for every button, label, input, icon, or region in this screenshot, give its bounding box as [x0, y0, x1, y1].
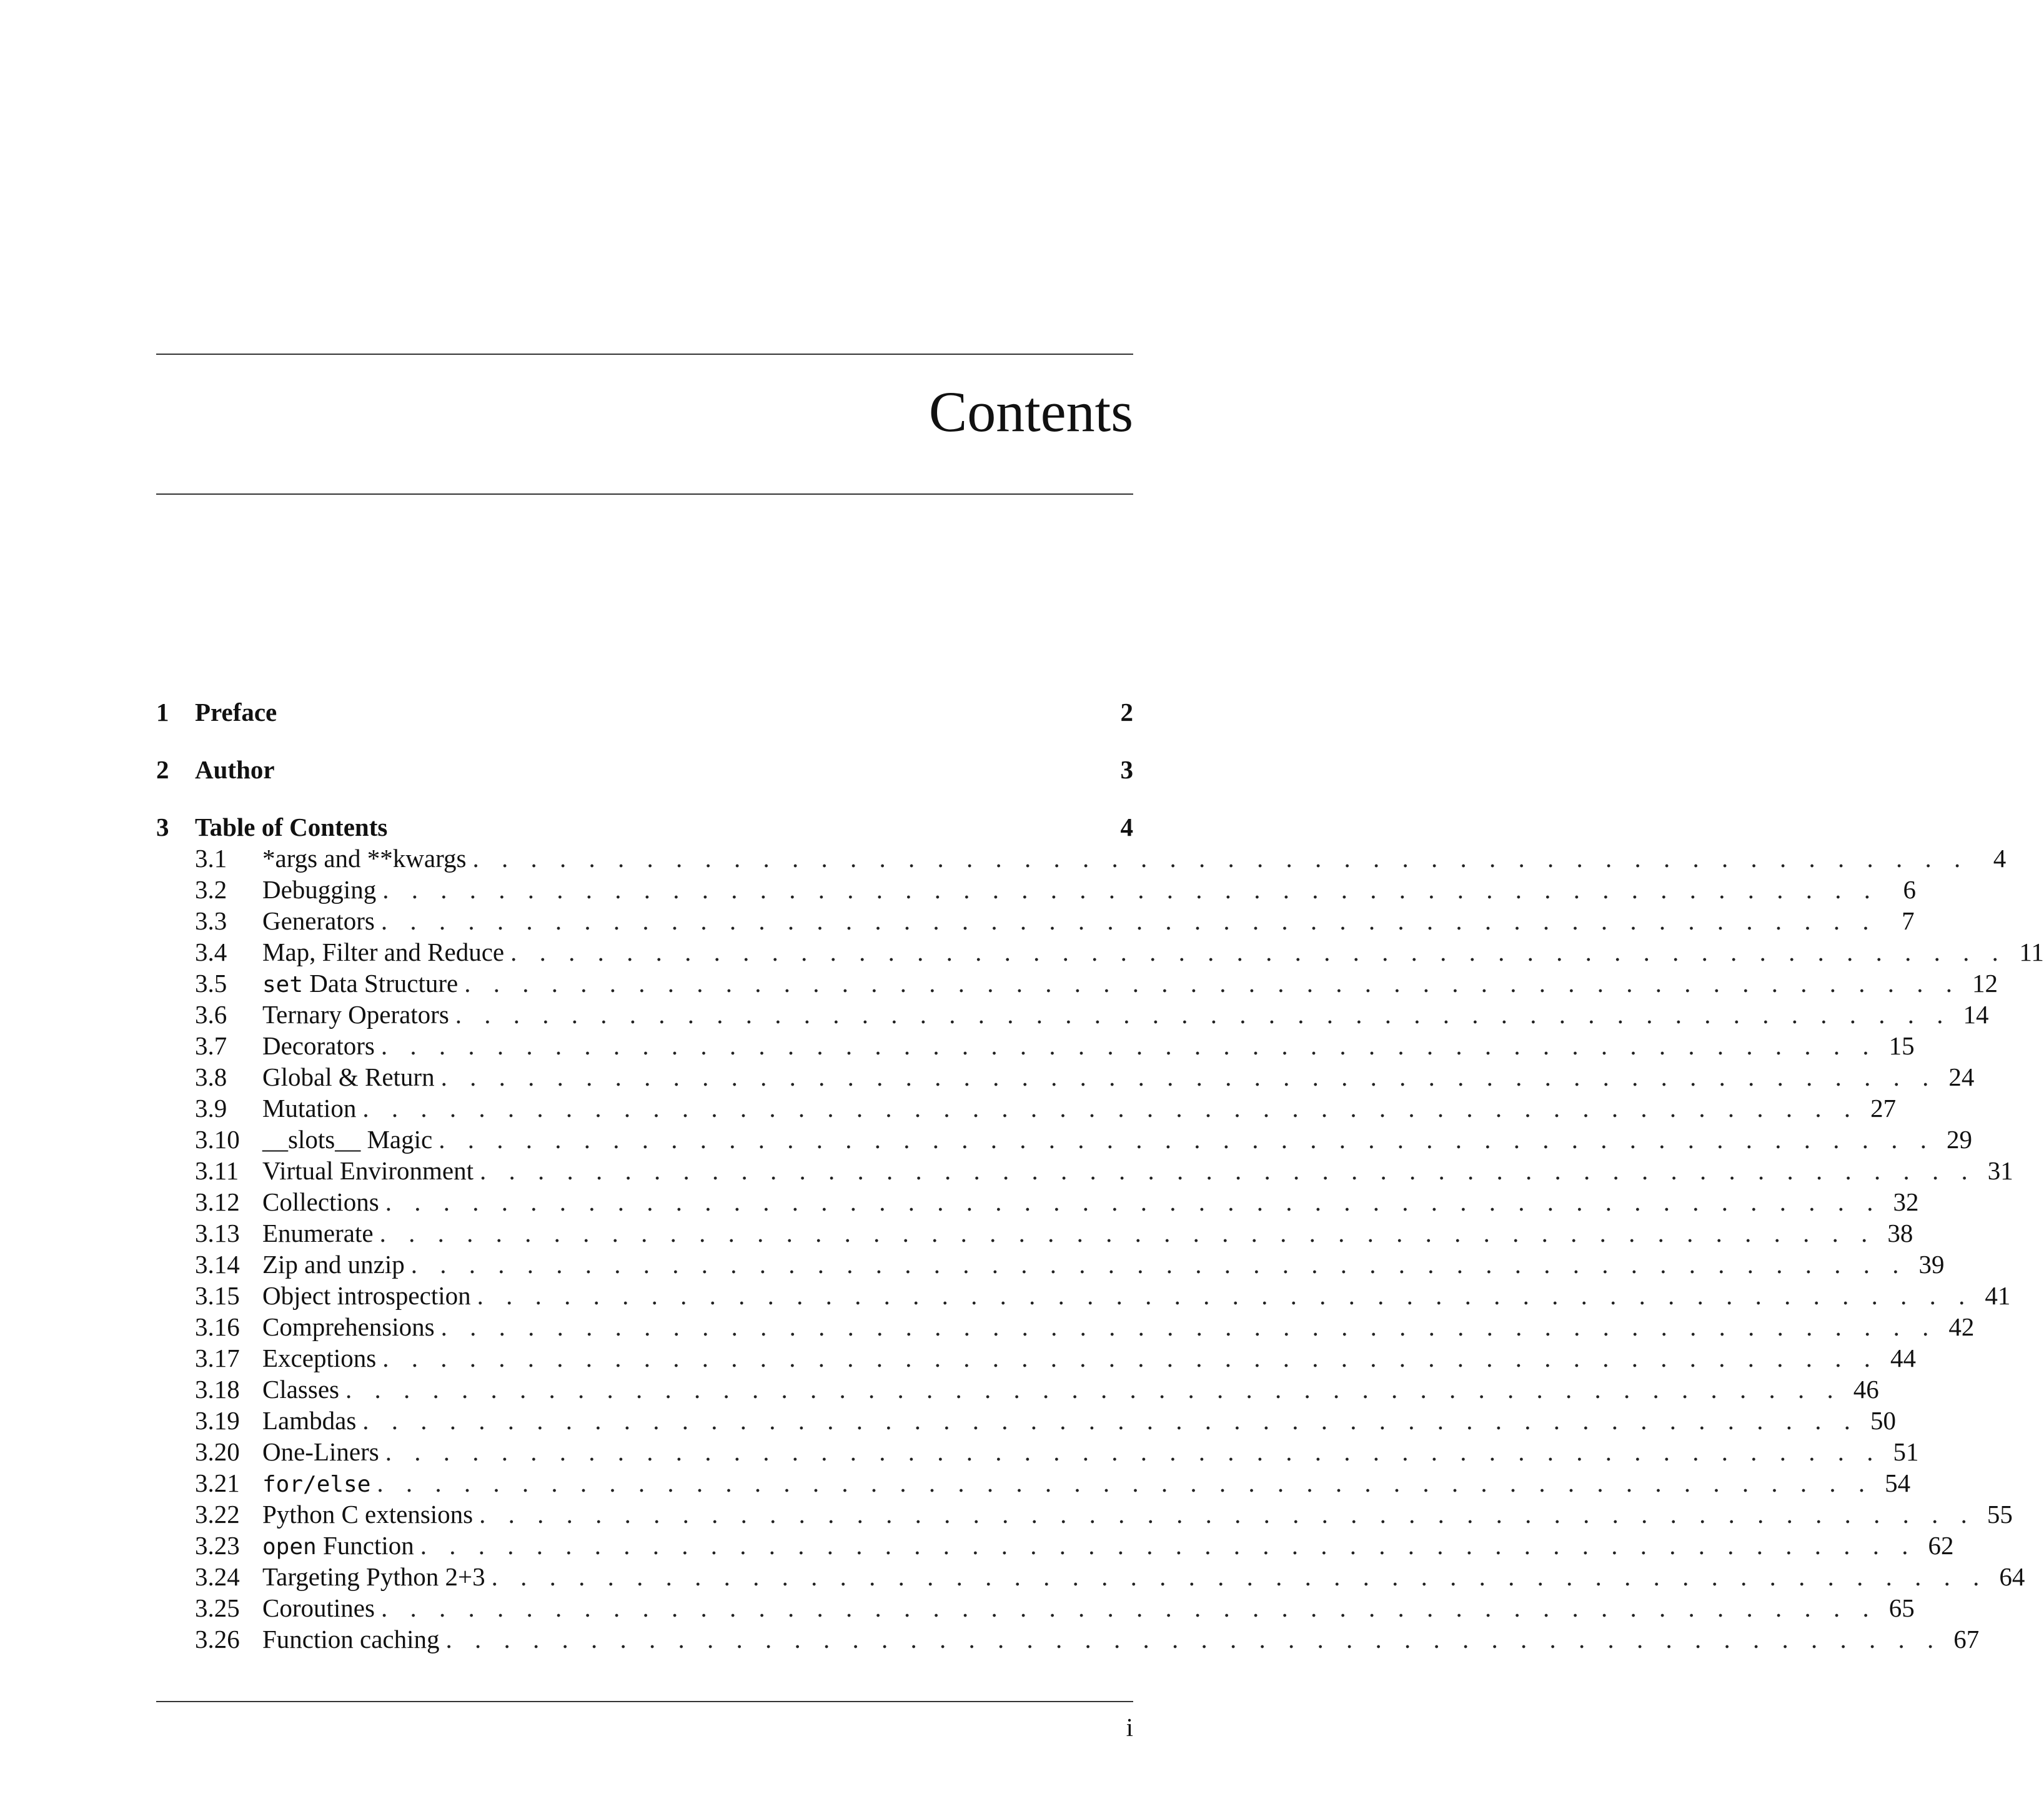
section-title [262, 1280, 477, 1311]
section-title-text: Python C extensions [262, 1500, 474, 1529]
section-page-number: 51 [1893, 1437, 1919, 1466]
section-number: 3.21 [195, 1469, 240, 1497]
section-title-text: Map, Filter and Reduce [262, 938, 505, 966]
footer-rule [156, 1701, 1133, 1702]
section-page-number: 6 [1903, 875, 1916, 904]
section-title [262, 1436, 385, 1467]
dot-leader: . . . . . . . . . . . . . . . . . . . . . . . . . . . . . . . . . . . . . . . . . . . . . . . . . . . . [379, 1219, 1876, 1247]
section-number: 3.2 [195, 875, 227, 904]
section-page-number: 44 [1890, 1344, 1916, 1372]
dot-leader: . . . . . . . . . . . . . . . . . . . . . . . . . . . . . . . . . . . . . . . . . . . . . . . . . . . . [439, 1125, 1935, 1154]
toc-section[interactable] [156, 1530, 1954, 1561]
dot-leader: . . . . . . . . . . . . . . . . . . . . . . . . . . . . . . . . . . . . . . . . . . . . . . . . . . . . [445, 1625, 1942, 1653]
section-page-number: 54 [1885, 1469, 1911, 1497]
section-number: 3.5 [195, 969, 227, 998]
toc-section[interactable] [156, 1561, 2025, 1592]
section-number: 3.18 [195, 1375, 240, 1404]
chapter-page-number: 2 [1120, 698, 1133, 726]
section-number: 3.8 [195, 1063, 227, 1091]
section-entry [262, 936, 2044, 968]
toc-chapter[interactable] [156, 754, 1133, 785]
section-page-number: 46 [1853, 1375, 1879, 1404]
dot-leader: . . . . . . . . . . . . . . . . . . . . . . . . . . . . . . . . . . . . . . . . . . . . . . . . . . . . [455, 1000, 1952, 1029]
chapter-number: 1 [156, 698, 169, 726]
toc-chapter[interactable] [156, 696, 1133, 728]
section-page-number: 39 [1918, 1250, 1945, 1279]
toc-section[interactable] [156, 1093, 1897, 1124]
section-entry [262, 1592, 1915, 1623]
section-title-text: Coroutines [262, 1593, 375, 1622]
section-title [262, 1342, 382, 1374]
section-title [262, 1030, 381, 1061]
section-title-text: Lambdas [262, 1406, 357, 1435]
dot-leader: . . . . . . . . . . . . . . . . . . . . . . . . . . . . . . . . . . . . . . . . . . . . . . . . . . . . [380, 1593, 1877, 1622]
section-number: 3.26 [195, 1625, 240, 1653]
section-page-number: 32 [1893, 1187, 1919, 1216]
section-title-code: for/else [262, 1472, 371, 1497]
toc-section[interactable] [156, 1436, 1919, 1467]
section-page-number: 29 [1946, 1125, 1972, 1154]
dot-leader: . . . . . . . . . . . . . . . . . . . . . . . . . . . . . . . . . . . . . . . . . . . . . . . . . . . . [382, 875, 1878, 904]
section-title [262, 936, 510, 968]
dot-leader: . . . . . . . . . . . . . . . . . . . . . . . . . . . . . . . . . . . . . . . . . . . . . . . . . . . . [480, 1156, 1976, 1185]
section-title [262, 1249, 411, 1280]
section-page-number: 65 [1888, 1593, 1915, 1622]
section-entry [262, 1249, 1945, 1280]
dot-leader: . . . . . . . . . . . . . . . . . . . . . . . . . . . . . . . . . . . . . . . . . . . . . . . . . . . . [410, 1250, 1907, 1279]
section-title [262, 1155, 480, 1186]
section-title [262, 1467, 377, 1500]
section-title-text: Function [316, 1531, 414, 1560]
section-entry [262, 1030, 1915, 1061]
section-title-text: Ternary Operators [262, 1000, 449, 1029]
section-entry [262, 1093, 1897, 1124]
section-title-text: Collections [262, 1187, 379, 1216]
section-title [262, 874, 382, 905]
section-title [262, 1561, 492, 1592]
section-number: 3.17 [195, 1344, 240, 1372]
toc-section[interactable] [156, 1592, 1915, 1623]
heading-top-rule [156, 354, 1133, 355]
section-page-number: 12 [1972, 969, 1998, 998]
section-title [262, 1061, 441, 1093]
section-number: 3.15 [195, 1281, 240, 1310]
section-page-number: 55 [1987, 1500, 2013, 1529]
chapter-number: 2 [156, 755, 169, 784]
page-folio: i [1126, 1713, 1133, 1742]
section-page-number: 67 [1953, 1625, 1980, 1653]
dot-leader: . . . . . . . . . . . . . . . . . . . . . . . . . . . . . . . . . . . . . . . . . . . . . . . . . . . . [491, 1562, 1988, 1591]
dot-leader: . . . . . . . . . . . . . . . . . . . . . . . . . . . . . . . . . . . . . . . . . . . . . . . . . . . . [362, 1094, 1859, 1123]
section-title-text: Generators [262, 906, 375, 935]
section-number: 3.20 [195, 1437, 240, 1466]
section-title [262, 1311, 441, 1342]
section-title-text: Debugging [262, 875, 377, 904]
section-title-text: *args and **kwargs [262, 844, 467, 873]
section-title [262, 843, 472, 874]
section-title-text: Data Structure [303, 969, 459, 998]
toc-section[interactable] [156, 1186, 1919, 1217]
section-title-text: Global & Return [262, 1063, 435, 1091]
section-entry [262, 1561, 2025, 1592]
section-title-code: open [262, 1534, 317, 1560]
section-number: 3.4 [195, 938, 227, 966]
dot-leader: . . . . . . . . . . . . . . . . . . . . . . . . . . . . . . . . . . . . . . . . . . . . . . . . . . . . [382, 1344, 1878, 1372]
toc-section[interactable] [156, 999, 1989, 1030]
section-page-number: 38 [1887, 1219, 1913, 1247]
section-page-number: 27 [1870, 1094, 1897, 1123]
section-entry [262, 1280, 2011, 1311]
section-title-text: Enumerate [262, 1219, 374, 1247]
toc-section[interactable] [156, 1311, 1975, 1342]
toc-section[interactable] [156, 874, 1916, 905]
section-number: 3.13 [195, 1219, 240, 1247]
section-number: 3.12 [195, 1187, 240, 1216]
section-title-text: Comprehensions [262, 1312, 435, 1341]
dot-leader: . . . . . . . . . . . . . . . . . . . . . . . . . . . . . . . . . . . . . . . . . . . . . . . . . . . . [464, 969, 1960, 998]
chapter-title: Preface [195, 698, 277, 726]
section-title [262, 1374, 345, 1405]
section-number: 3.1 [195, 844, 227, 873]
section-entry [262, 1155, 2013, 1186]
section-title [262, 1217, 380, 1249]
dot-leader: . . . . . . . . . . . . . . . . . . . . . . . . . . . . . . . . . . . . . . . . . . . . . . . . . . . . [377, 1469, 1873, 1497]
toc-section[interactable] [156, 1342, 1916, 1374]
dot-leader: . . . . . . . . . . . . . . . . . . . . . . . . . . . . . . . . . . . . . . . . . . . . . . . . . . . . [479, 1500, 1975, 1529]
section-page-number: 24 [1948, 1063, 1975, 1091]
dot-leader: . . . . . . . . . . . . . . . . . . . . . . . . . . . . . . . . . . . . . . . . . . . . . . . . . . . . [385, 1437, 1882, 1466]
section-list [156, 843, 2044, 1655]
section-title-text: Object introspection [262, 1281, 471, 1310]
toc-section[interactable] [156, 1124, 1972, 1155]
section-entry [262, 1467, 1911, 1500]
dot-leader: . . . . . . . . . . . . . . . . . . . . . . . . . . . . . . . . . . . . . . . . . . . . . . . . . . . . [472, 844, 1969, 873]
section-title-text: Decorators [262, 1031, 375, 1060]
section-entry [262, 1405, 1897, 1436]
section-entry [262, 1217, 1913, 1249]
section-number: 3.3 [195, 906, 227, 935]
dot-leader: . . . . . . . . . . . . . . . . . . . . . . . . . . . . . . . . . . . . . . . . . . . . . . . . . . . . [385, 1187, 1882, 1216]
dot-leader: . . . . . . . . . . . . . . . . . . . . . . . . . . . . . . . . . . . . . . . . . . . . . . . . . . . . [440, 1063, 1937, 1091]
section-page-number: 50 [1870, 1406, 1897, 1435]
section-number: 3.10 [195, 1125, 240, 1154]
section-number: 3.22 [195, 1500, 240, 1529]
section-title [262, 968, 464, 1001]
section-entry [262, 1342, 1916, 1374]
section-entry [262, 1623, 1980, 1655]
section-title [262, 1124, 439, 1155]
toc-section[interactable] [156, 1030, 1915, 1061]
section-page-number: 41 [1985, 1281, 2011, 1310]
section-entry [262, 1436, 1919, 1467]
section-title [262, 1093, 362, 1124]
toc-section[interactable] [156, 1467, 1911, 1499]
dot-leader: . . . . . . . . . . . . . . . . . . . . . . . . . . . . . . . . . . . . . . . . . . . . . . . . . . . . [510, 938, 2007, 966]
section-page-number: 14 [1963, 1000, 1989, 1029]
section-number: 3.7 [195, 1031, 227, 1060]
chapter-title: Author [195, 755, 275, 784]
toc-section[interactable] [156, 1374, 1879, 1405]
toc-section[interactable] [156, 1280, 2011, 1311]
page-title: Contents [928, 380, 1133, 444]
toc-chapter[interactable] [156, 811, 1133, 843]
section-page-number: 42 [1948, 1312, 1975, 1341]
section-title-text: Exceptions [262, 1344, 377, 1372]
section-entry [262, 1499, 2013, 1530]
section-number: 3.25 [195, 1593, 240, 1622]
section-title-text: Classes [262, 1375, 339, 1404]
toc-section[interactable] [156, 905, 1915, 936]
toc-section[interactable] [156, 1405, 1897, 1436]
dot-leader: . . . . . . . . . . . . . . . . . . . . . . . . . . . . . . . . . . . . . . . . . . . . . . . . . . . . [362, 1406, 1859, 1435]
section-number: 3.23 [195, 1531, 240, 1560]
table-of-contents [156, 696, 2044, 1655]
section-title-text: Function caching [262, 1625, 440, 1653]
section-title-text: Mutation [262, 1094, 357, 1123]
toc-section[interactable] [156, 1155, 2013, 1186]
section-title [262, 1186, 385, 1217]
dot-leader: . . . . . . . . . . . . . . . . . . . . . . . . . . . . . . . . . . . . . . . . . . . . . . . . . . . . [477, 1281, 1973, 1310]
section-page-number: 4 [1993, 844, 2007, 873]
toc-section[interactable] [156, 1217, 1913, 1249]
heading-bottom-rule [156, 493, 1133, 495]
section-title-text: One-Liners [262, 1437, 379, 1466]
section-title [262, 1530, 420, 1563]
section-title [262, 1499, 479, 1530]
section-title [262, 1592, 381, 1623]
section-entry [262, 1061, 1975, 1093]
section-title-text: Zip and unzip [262, 1250, 405, 1279]
section-page-number: 7 [1902, 906, 1915, 935]
section-entry [262, 874, 1916, 905]
section-title [262, 1623, 446, 1655]
toc-section[interactable] [156, 1061, 1975, 1093]
section-entry [262, 905, 1915, 936]
section-entry [262, 1311, 1975, 1342]
section-page-number: 31 [1987, 1156, 2013, 1185]
section-entry [262, 1186, 1919, 1217]
section-title [262, 1405, 362, 1436]
toc-section[interactable] [156, 843, 2007, 874]
section-number: 3.19 [195, 1406, 240, 1435]
section-number: 3.11 [195, 1156, 239, 1185]
section-title-code: set [262, 972, 304, 998]
section-number: 3.16 [195, 1312, 240, 1341]
toc-section[interactable] [156, 1499, 2013, 1530]
section-title-text: Targeting Python 2+3 [262, 1562, 485, 1591]
section-title-text: __slots__ Magic [262, 1125, 433, 1154]
toc-section[interactable] [156, 968, 1998, 999]
section-entry [262, 1124, 1972, 1155]
section-entry [262, 1374, 1879, 1405]
section-entry [262, 968, 1998, 1001]
chapter-number: 3 [156, 813, 169, 841]
section-number: 3.24 [195, 1562, 240, 1591]
dot-leader: . . . . . . . . . . . . . . . . . . . . . . . . . . . . . . . . . . . . . . . . . . . . . . . . . . . . [440, 1312, 1937, 1341]
section-page-number: 15 [1888, 1031, 1915, 1060]
section-title [262, 999, 455, 1030]
section-number: 3.6 [195, 1000, 227, 1029]
toc-section[interactable] [156, 936, 2044, 968]
chapter-page-number: 4 [1120, 813, 1133, 841]
section-number: 3.14 [195, 1250, 240, 1279]
section-number: 3.9 [195, 1094, 227, 1123]
section-entry [262, 843, 2007, 874]
dot-leader: . . . . . . . . . . . . . . . . . . . . . . . . . . . . . . . . . . . . . . . . . . . . . . . . . . . . [345, 1375, 1842, 1404]
dot-leader: . . . . . . . . . . . . . . . . . . . . . . . . . . . . . . . . . . . . . . . . . . . . . . . . . . . . [380, 1031, 1877, 1060]
toc-section[interactable] [156, 1249, 1945, 1280]
toc-section[interactable] [156, 1623, 1980, 1655]
section-title-text: Virtual Environment [262, 1156, 474, 1185]
section-page-number: 11 [2019, 938, 2044, 966]
chapter-page-number: 3 [1120, 755, 1133, 784]
dot-leader: . . . . . . . . . . . . . . . . . . . . . . . . . . . . . . . . . . . . . . . . . . . . . . . . . . . . [380, 906, 1877, 935]
section-entry [262, 999, 1989, 1030]
dot-leader: . . . . . . . . . . . . . . . . . . . . . . . . . . . . . . . . . . . . . . . . . . . . . . . . . . . . [420, 1531, 1917, 1560]
section-page-number: 62 [1928, 1531, 1954, 1560]
section-entry [262, 1530, 1954, 1563]
section-title [262, 905, 381, 936]
section-page-number: 64 [1999, 1562, 2025, 1591]
chapter-title: Table of Contents [195, 813, 388, 841]
